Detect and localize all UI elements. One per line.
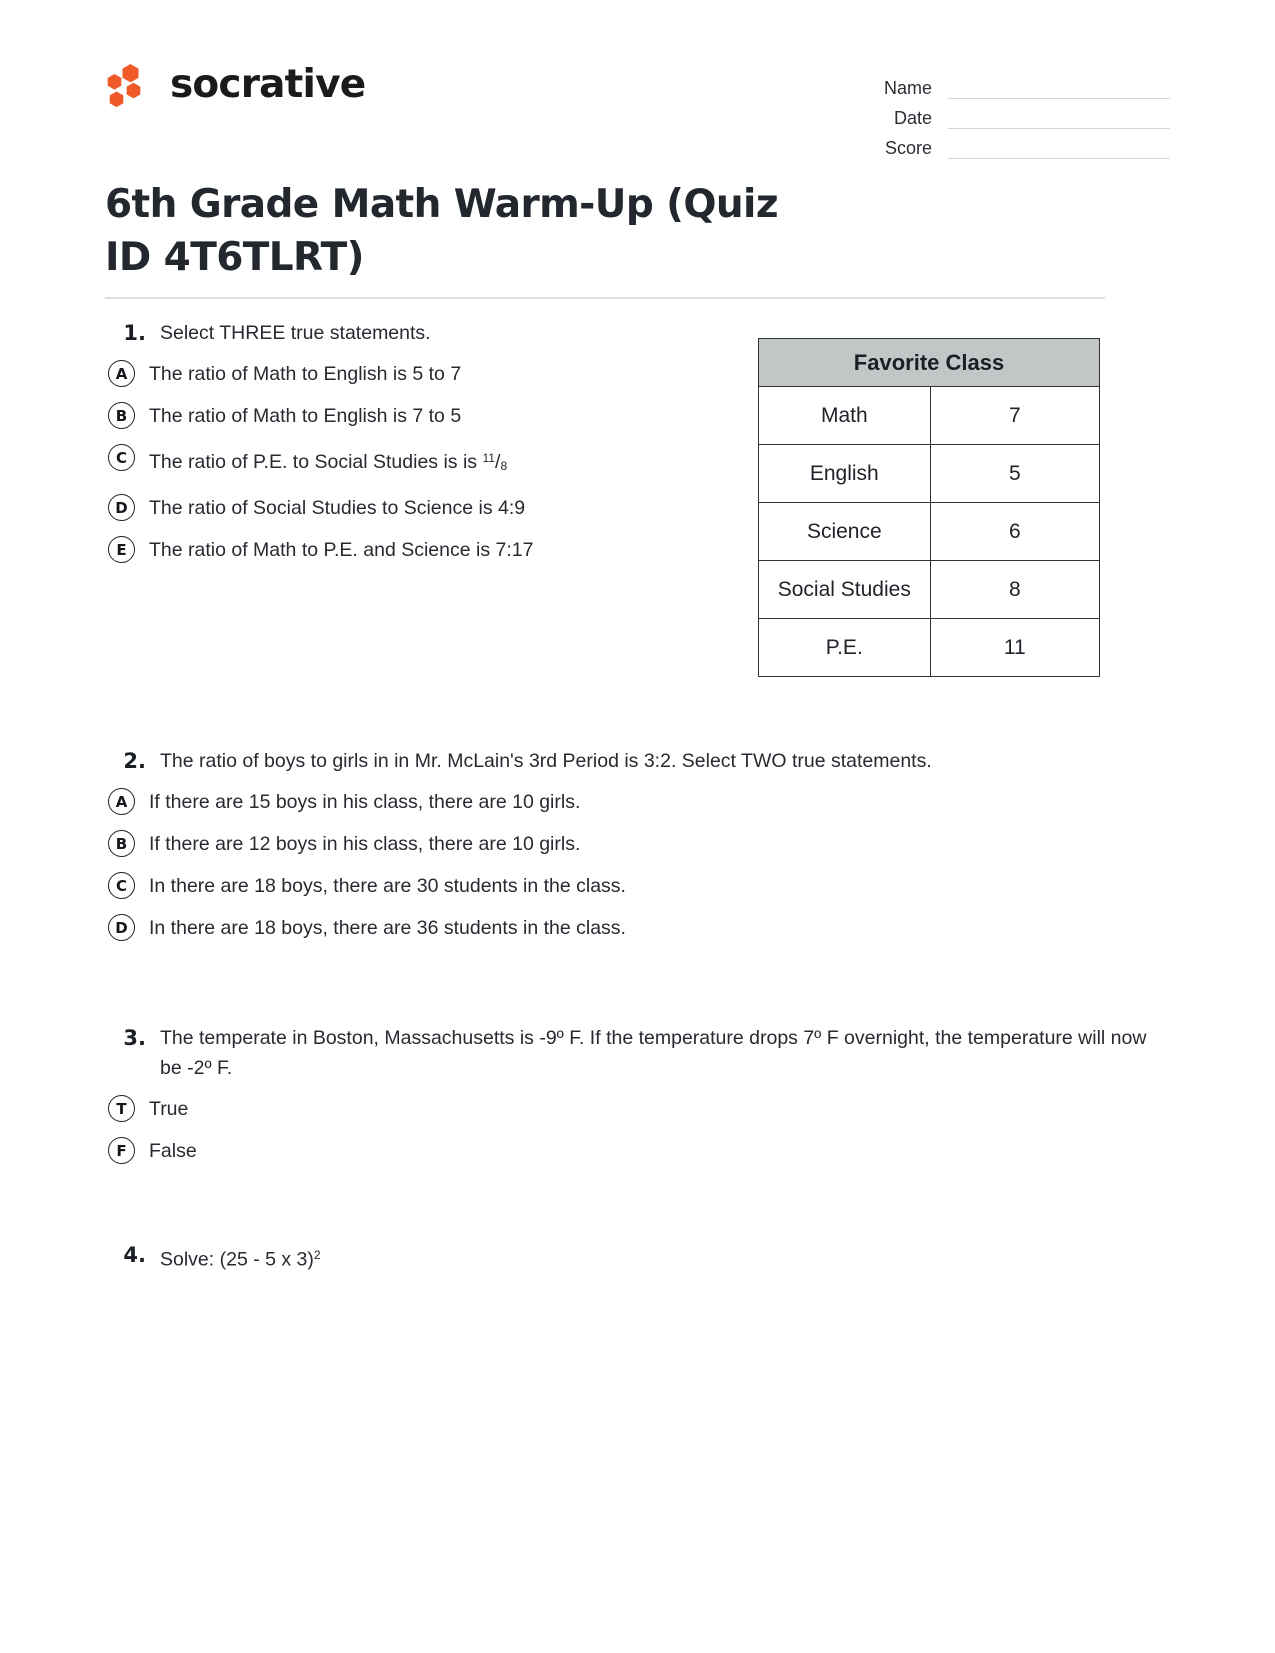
score-label: Score xyxy=(884,138,932,158)
date-field-row xyxy=(840,100,1170,129)
page-title: 6th Grade Math Warm-Up (Quiz ID 4T6TLRT) xyxy=(105,182,778,281)
date-input-line[interactable] xyxy=(948,105,1170,129)
option-3-true-label: True xyxy=(149,1098,189,1120)
table-row xyxy=(759,503,1100,561)
option-1c-bubble[interactable]: C xyxy=(108,444,135,471)
question-1 xyxy=(0,318,1275,738)
table-cell-value: 6 xyxy=(930,503,1099,561)
table-cell-label: Math xyxy=(759,387,931,445)
score-field-row xyxy=(840,130,1170,159)
option-1d-label: The ratio of Social Studies to Science is 4:9 xyxy=(149,497,526,520)
question-4-text xyxy=(160,1240,321,1274)
fraction-denominator: 8 xyxy=(500,459,508,474)
option-2b-bubble[interactable]: B xyxy=(108,830,135,857)
table-cell-value: 7 xyxy=(930,387,1099,445)
date-label: Date xyxy=(893,108,932,128)
header-divider xyxy=(105,297,1105,299)
option-1b-bubble[interactable]: B xyxy=(108,402,135,429)
option-2d[interactable] xyxy=(108,912,1170,943)
questions-container xyxy=(0,318,1275,1274)
question-2-number: 2. xyxy=(123,749,146,773)
question-3-options xyxy=(116,1093,1170,1166)
question-3 xyxy=(0,1023,1275,1178)
four-hexagons-icon xyxy=(105,60,153,108)
table-row xyxy=(759,561,1100,619)
question-1-text: Select THREE true statements. xyxy=(160,322,431,344)
question-4-stem xyxy=(108,1240,1170,1274)
question-2 xyxy=(0,746,1275,961)
table-cell-label: English xyxy=(759,445,931,503)
option-1a-bubble[interactable]: A xyxy=(108,360,135,387)
option-1d-bubble[interactable]: D xyxy=(108,494,135,521)
question-3-number: 3. xyxy=(123,1026,146,1050)
option-1c-label xyxy=(149,442,507,481)
question-4-exponent: 2 xyxy=(313,1248,321,1262)
option-3-false[interactable] xyxy=(108,1135,1170,1166)
option-2b[interactable] xyxy=(108,828,1170,859)
favorite-class-table xyxy=(758,338,1100,677)
table-cell-value: 5 xyxy=(930,445,1099,503)
page-header xyxy=(0,0,1275,281)
table-row xyxy=(759,445,1100,503)
option-3-true-bubble[interactable]: T xyxy=(108,1095,135,1122)
table-cell-label: Science xyxy=(759,503,931,561)
table-header-row xyxy=(759,339,1100,387)
favorite-class-table-wrap xyxy=(758,338,1100,677)
option-3-false-label: False xyxy=(149,1140,197,1162)
name-input-line[interactable] xyxy=(948,75,1170,99)
option-1a-label: The ratio of Math to English is 5 to 7 xyxy=(149,363,462,385)
option-3-false-bubble[interactable]: F xyxy=(108,1137,135,1164)
option-2d-label: In there are 18 boys, there are 36 students in the class. xyxy=(149,917,626,939)
question-4 xyxy=(0,1240,1275,1274)
brand-name: socrative xyxy=(170,61,366,107)
option-1b-label: The ratio of Math to English is 7 to 5 xyxy=(149,405,462,427)
question-3-stem xyxy=(108,1023,1170,1083)
student-info-fields xyxy=(840,70,1170,159)
option-1e-label: The ratio of Math to P.E. and Science is 7:17 xyxy=(149,539,534,562)
question-3-text: The temperate in Boston, Massachusetts is -9º F. If the temperature drops 7º F overnight, the temperature will now be -2º F. xyxy=(160,1027,1147,1079)
option-3-true[interactable] xyxy=(108,1093,1170,1124)
name-field-row xyxy=(840,70,1170,99)
fraction-numerator: 11 xyxy=(482,451,496,465)
name-label: Name xyxy=(883,78,932,98)
table-row xyxy=(759,387,1100,445)
question-4-number: 4. xyxy=(123,1243,146,1267)
question-2-text: The ratio of boys to girls in in Mr. McLain's 3rd Period is 3:2. Select TWO true statements. xyxy=(160,750,932,772)
option-2a-bubble[interactable]: A xyxy=(108,788,135,815)
question-1-number: 1. xyxy=(123,321,146,345)
option-2a-label: If there are 15 boys in his class, there are 10 girls. xyxy=(149,791,581,813)
score-input-line[interactable] xyxy=(948,135,1170,159)
fraction-slash: / xyxy=(495,451,501,474)
table-cell-label: P.E. xyxy=(759,619,931,677)
question-4-expression: Solve: (25 - 5 x 3) xyxy=(160,1248,314,1271)
table-title: Favorite Class xyxy=(759,339,1100,387)
table-cell-value: 8 xyxy=(930,561,1099,619)
table-cell-label: Social Studies xyxy=(759,561,931,619)
table-cell-value: 11 xyxy=(930,619,1099,677)
table-row xyxy=(759,619,1100,677)
option-2c-bubble[interactable]: C xyxy=(108,872,135,899)
option-1e-bubble[interactable]: E xyxy=(108,536,135,563)
option-2b-label: If there are 12 boys in his class, there are 10 girls. xyxy=(149,833,581,855)
question-2-stem xyxy=(108,746,1170,776)
option-2c-label: In there are 18 boys, there are 30 students in the class. xyxy=(149,875,626,897)
question-2-options xyxy=(115,786,1170,943)
option-1c-text: The ratio of P.E. to Social Studies is is xyxy=(149,451,483,474)
option-2d-bubble[interactable]: D xyxy=(108,914,135,941)
option-2c[interactable] xyxy=(108,870,1170,901)
option-2a[interactable] xyxy=(108,786,1170,817)
